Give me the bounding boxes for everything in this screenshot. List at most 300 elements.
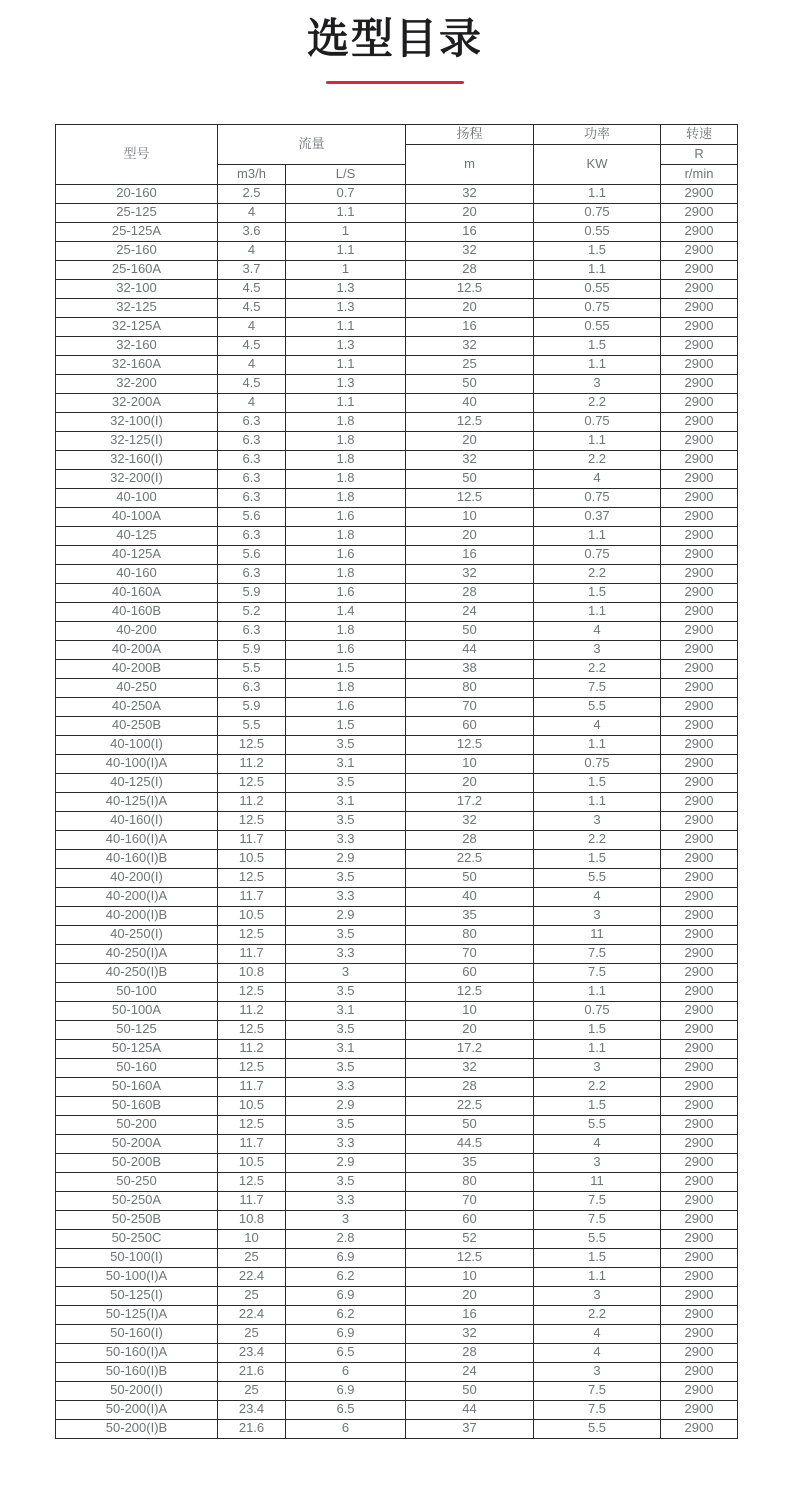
table-cell: 50 (406, 469, 534, 488)
table-cell: 3 (534, 906, 661, 925)
table-cell: 3.3 (286, 1077, 406, 1096)
table-cell: 2900 (661, 374, 738, 393)
title-divider (326, 81, 464, 84)
table-cell: 2.2 (534, 659, 661, 678)
table-row (56, 925, 738, 944)
table-cell: 2900 (661, 1172, 738, 1191)
table-cell: 2900 (661, 1058, 738, 1077)
table-cell: 2900 (661, 1305, 738, 1324)
table-cell: 2900 (661, 412, 738, 431)
table-cell: 2900 (661, 317, 738, 336)
table-cell: 40-200B (56, 659, 218, 678)
table-cell: 2900 (661, 735, 738, 754)
header-flow: 流量 (218, 124, 406, 164)
table-cell: 2.2 (534, 450, 661, 469)
table-cell: 32 (406, 811, 534, 830)
table-cell: 7.5 (534, 944, 661, 963)
table-cell: 50-125A (56, 1039, 218, 1058)
table-cell: 2900 (661, 811, 738, 830)
table-cell: 10 (218, 1229, 286, 1248)
table-cell: 32-160(I) (56, 450, 218, 469)
table-cell: 44.5 (406, 1134, 534, 1153)
table-cell: 2900 (661, 925, 738, 944)
table-cell: 50-250A (56, 1191, 218, 1210)
table-cell: 32-160A (56, 355, 218, 374)
table-cell: 3.5 (286, 1020, 406, 1039)
table-cell: 5.2 (218, 602, 286, 621)
table-cell: 5.5 (534, 1419, 661, 1438)
table-cell: 32 (406, 564, 534, 583)
selection-table-container (55, 124, 790, 1439)
table-cell: 6.3 (218, 488, 286, 507)
table-cell: 40-125(I) (56, 773, 218, 792)
table-cell: 50-250B (56, 1210, 218, 1229)
table-cell: 11.2 (218, 1001, 286, 1020)
table-row (56, 1419, 738, 1438)
table-row (56, 1077, 738, 1096)
table-cell: 25 (218, 1286, 286, 1305)
table-row (56, 849, 738, 868)
table-cell: 40-250(I)A (56, 944, 218, 963)
table-cell: 50-125(I)A (56, 1305, 218, 1324)
table-cell: 12.5 (406, 488, 534, 507)
table-cell: 12.5 (218, 811, 286, 830)
table-cell: 6.2 (286, 1267, 406, 1286)
table-cell: 44 (406, 1400, 534, 1419)
table-cell: 0.55 (534, 279, 661, 298)
table-cell: 2900 (661, 1134, 738, 1153)
table-cell: 10 (406, 754, 534, 773)
table-cell: 10.5 (218, 1153, 286, 1172)
table-cell: 1.5 (534, 336, 661, 355)
table-cell: 6.3 (218, 678, 286, 697)
table-cell: 32 (406, 1324, 534, 1343)
table-cell: 2900 (661, 260, 738, 279)
table-cell: 1.8 (286, 488, 406, 507)
table-cell: 0.55 (534, 317, 661, 336)
table-cell: 1.6 (286, 507, 406, 526)
table-cell: 4.5 (218, 374, 286, 393)
table-cell: 2900 (661, 469, 738, 488)
table-cell: 3.5 (286, 868, 406, 887)
table-cell: 2900 (661, 203, 738, 222)
table-cell: 2900 (661, 431, 738, 450)
table-cell: 3 (534, 374, 661, 393)
table-cell: 16 (406, 545, 534, 564)
table-cell: 1.5 (534, 1096, 661, 1115)
table-cell: 3 (534, 1286, 661, 1305)
table-row (56, 564, 738, 583)
table-cell: 40-200A (56, 640, 218, 659)
table-body (56, 184, 738, 1438)
table-cell: 40-160(I)B (56, 849, 218, 868)
table-cell: 0.55 (534, 222, 661, 241)
table-cell: 6.2 (286, 1305, 406, 1324)
table-cell: 0.75 (534, 545, 661, 564)
table-cell: 4 (218, 241, 286, 260)
table-cell: 1.3 (286, 279, 406, 298)
table-cell: 22.5 (406, 849, 534, 868)
table-cell: 50-100(I)A (56, 1267, 218, 1286)
table-cell: 1.8 (286, 431, 406, 450)
table-cell: 2900 (661, 773, 738, 792)
table-cell: 0.75 (534, 754, 661, 773)
table-cell: 1.1 (286, 203, 406, 222)
table-cell: 40-160B (56, 602, 218, 621)
header-speed-unit-rmin: r/min (661, 164, 738, 184)
table-cell: 28 (406, 830, 534, 849)
table-cell: 50-160(I)A (56, 1343, 218, 1362)
table-cell: 22.5 (406, 1096, 534, 1115)
table-row (56, 773, 738, 792)
table-cell: 2900 (661, 1400, 738, 1419)
table-cell: 12.5 (218, 773, 286, 792)
table-cell: 2900 (661, 222, 738, 241)
header-speed: 转速 (661, 124, 738, 144)
table-cell: 3 (534, 811, 661, 830)
table-cell: 32 (406, 336, 534, 355)
table-cell: 1.8 (286, 564, 406, 583)
table-cell: 32-125A (56, 317, 218, 336)
table-cell: 50-250C (56, 1229, 218, 1248)
table-cell: 1.6 (286, 697, 406, 716)
table-cell: 2900 (661, 849, 738, 868)
table-cell: 2900 (661, 507, 738, 526)
table-cell: 1.5 (286, 716, 406, 735)
table-cell: 25 (406, 355, 534, 374)
table-cell: 50-200(I)A (56, 1400, 218, 1419)
table-cell: 5.5 (534, 1115, 661, 1134)
table-cell: 40 (406, 887, 534, 906)
table-cell: 6.3 (218, 450, 286, 469)
table-row (56, 1191, 738, 1210)
table-row (56, 545, 738, 564)
table-cell: 2900 (661, 963, 738, 982)
table-cell: 2900 (661, 1001, 738, 1020)
table-cell: 6.9 (286, 1286, 406, 1305)
table-cell: 50-250 (56, 1172, 218, 1191)
table-cell: 2900 (661, 887, 738, 906)
table-row (56, 1153, 738, 1172)
table-row (56, 298, 738, 317)
table-cell: 50-160(I) (56, 1324, 218, 1343)
table-cell: 12.5 (218, 735, 286, 754)
table-cell: 2900 (661, 336, 738, 355)
table-row (56, 811, 738, 830)
table-cell: 40-160(I)A (56, 830, 218, 849)
table-cell: 40-100(I)A (56, 754, 218, 773)
table-cell: 4 (534, 716, 661, 735)
table-row (56, 1400, 738, 1419)
table-cell: 7.5 (534, 1381, 661, 1400)
table-row (56, 906, 738, 925)
table-cell: 5.5 (218, 716, 286, 735)
table-cell: 50-200(I)B (56, 1419, 218, 1438)
table-cell: 1.1 (534, 602, 661, 621)
table-cell: 3.5 (286, 1115, 406, 1134)
table-row (56, 868, 738, 887)
table-cell: 32 (406, 450, 534, 469)
table-cell: 50-200(I) (56, 1381, 218, 1400)
table-cell: 10 (406, 1267, 534, 1286)
table-cell: 11.7 (218, 830, 286, 849)
table-cell: 38 (406, 659, 534, 678)
table-cell: 12.5 (218, 868, 286, 887)
table-cell: 50-100 (56, 982, 218, 1001)
table-cell: 2.5 (218, 184, 286, 203)
table-cell: 25-125A (56, 222, 218, 241)
table-cell: 21.6 (218, 1419, 286, 1438)
table-cell: 12.5 (218, 1115, 286, 1134)
table-row (56, 279, 738, 298)
table-cell: 4 (218, 355, 286, 374)
table-cell: 2.2 (534, 830, 661, 849)
table-cell: 22.4 (218, 1267, 286, 1286)
table-cell: 4 (534, 887, 661, 906)
table-cell: 5.9 (218, 640, 286, 659)
table-cell: 12.5 (406, 735, 534, 754)
table-cell: 12.5 (406, 412, 534, 431)
table-cell: 2900 (661, 564, 738, 583)
table-row (56, 203, 738, 222)
table-cell: 50 (406, 1115, 534, 1134)
table-cell: 1 (286, 260, 406, 279)
table-cell: 80 (406, 925, 534, 944)
table-cell: 22.4 (218, 1305, 286, 1324)
table-row (56, 735, 738, 754)
table-cell: 28 (406, 583, 534, 602)
table-cell: 2900 (661, 1381, 738, 1400)
table-cell: 1.8 (286, 621, 406, 640)
table-cell: 40-250B (56, 716, 218, 735)
table-row (56, 488, 738, 507)
table-cell: 3.5 (286, 1172, 406, 1191)
table-cell: 50-100(I) (56, 1248, 218, 1267)
table-cell: 12.5 (406, 279, 534, 298)
table-cell: 3 (286, 1210, 406, 1229)
table-cell: 50-100A (56, 1001, 218, 1020)
table-cell: 70 (406, 1191, 534, 1210)
table-cell: 1.1 (534, 355, 661, 374)
table-row (56, 1001, 738, 1020)
table-cell: 0.7 (286, 184, 406, 203)
table-cell: 40-250 (56, 678, 218, 697)
table-cell: 12.5 (406, 982, 534, 1001)
table-cell: 4.5 (218, 336, 286, 355)
table-cell: 3.7 (218, 260, 286, 279)
table-cell: 4.5 (218, 298, 286, 317)
table-cell: 2.2 (534, 393, 661, 412)
table-row (56, 336, 738, 355)
table-cell: 2900 (661, 1191, 738, 1210)
table-row (56, 963, 738, 982)
table-cell: 2900 (661, 792, 738, 811)
table-cell: 2900 (661, 754, 738, 773)
table-row (56, 754, 738, 773)
table-row (56, 830, 738, 849)
table-row (56, 507, 738, 526)
table-cell: 20 (406, 526, 534, 545)
table-cell: 3.1 (286, 754, 406, 773)
table-cell: 2900 (661, 830, 738, 849)
table-row (56, 374, 738, 393)
table-cell: 11.7 (218, 1077, 286, 1096)
table-cell: 0.75 (534, 1001, 661, 1020)
table-cell: 2900 (661, 1096, 738, 1115)
table-cell: 11 (534, 925, 661, 944)
table-cell: 40-250A (56, 697, 218, 716)
table-cell: 4 (218, 393, 286, 412)
table-cell: 0.75 (534, 203, 661, 222)
table-row (56, 1324, 738, 1343)
table-cell: 28 (406, 1343, 534, 1362)
table-cell: 7.5 (534, 678, 661, 697)
table-cell: 32-125(I) (56, 431, 218, 450)
table-cell: 10 (406, 1001, 534, 1020)
table-cell: 2900 (661, 298, 738, 317)
table-cell: 50-160A (56, 1077, 218, 1096)
table-row (56, 1020, 738, 1039)
table-cell: 32-100(I) (56, 412, 218, 431)
table-cell: 25 (218, 1248, 286, 1267)
table-cell: 50-200B (56, 1153, 218, 1172)
table-cell: 2900 (661, 944, 738, 963)
table-cell: 40-100(I) (56, 735, 218, 754)
table-cell: 60 (406, 963, 534, 982)
table-row (56, 678, 738, 697)
table-cell: 35 (406, 1153, 534, 1172)
table-cell: 1.8 (286, 469, 406, 488)
table-cell: 5.9 (218, 697, 286, 716)
table-row (56, 1210, 738, 1229)
table-cell: 1.3 (286, 298, 406, 317)
table-cell: 1.5 (534, 773, 661, 792)
table-cell: 50-200A (56, 1134, 218, 1153)
table-cell: 60 (406, 1210, 534, 1229)
header-power: 功率 (534, 124, 661, 144)
table-cell: 20 (406, 298, 534, 317)
table-cell: 50 (406, 374, 534, 393)
table-cell: 20 (406, 1020, 534, 1039)
table-cell: 5.6 (218, 545, 286, 564)
table-cell: 1.1 (286, 393, 406, 412)
table-cell: 40-200(I)A (56, 887, 218, 906)
table-cell: 1.1 (534, 526, 661, 545)
table-cell: 2900 (661, 659, 738, 678)
table-cell: 2900 (661, 1362, 738, 1381)
table-cell: 40-250(I)B (56, 963, 218, 982)
table-cell: 2900 (661, 1248, 738, 1267)
table-cell: 2.2 (534, 1077, 661, 1096)
header-head: 扬程 (406, 124, 534, 144)
table-cell: 2900 (661, 488, 738, 507)
table-cell: 50-160B (56, 1096, 218, 1115)
table-row (56, 412, 738, 431)
table-row (56, 640, 738, 659)
table-cell: 3.5 (286, 735, 406, 754)
table-row (56, 792, 738, 811)
table-cell: 1.4 (286, 602, 406, 621)
table-cell: 32-200A (56, 393, 218, 412)
table-cell: 0.75 (534, 488, 661, 507)
table-cell: 10.8 (218, 963, 286, 982)
table-cell: 12.5 (218, 1058, 286, 1077)
table-cell: 1.1 (286, 317, 406, 336)
table-cell: 50-125(I) (56, 1286, 218, 1305)
table-cell: 2900 (661, 184, 738, 203)
table-cell: 10.8 (218, 1210, 286, 1229)
table-cell: 23.4 (218, 1343, 286, 1362)
table-cell: 40-200(I)B (56, 906, 218, 925)
table-cell: 2900 (661, 241, 738, 260)
table-row (56, 1096, 738, 1115)
table-cell: 37 (406, 1419, 534, 1438)
table-cell: 2.9 (286, 906, 406, 925)
table-cell: 2900 (661, 982, 738, 1001)
table-cell: 2900 (661, 1229, 738, 1248)
table-cell: 52 (406, 1229, 534, 1248)
table-cell: 7.5 (534, 963, 661, 982)
table-row (56, 355, 738, 374)
table-cell: 24 (406, 602, 534, 621)
table-cell: 6.9 (286, 1248, 406, 1267)
table-cell: 2900 (661, 450, 738, 469)
table-cell: 40-160A (56, 583, 218, 602)
table-cell: 32-200(I) (56, 469, 218, 488)
header-head-unit: m (406, 144, 534, 184)
table-row (56, 450, 738, 469)
table-cell: 60 (406, 716, 534, 735)
page-title: 选型目录 (306, 15, 483, 62)
table-cell: 80 (406, 1172, 534, 1191)
table-cell: 12.5 (218, 925, 286, 944)
table-cell: 2.8 (286, 1229, 406, 1248)
table-cell: 3.5 (286, 1058, 406, 1077)
table-row (56, 431, 738, 450)
table-row (56, 184, 738, 203)
table-row (56, 317, 738, 336)
table-row (56, 1362, 738, 1381)
table-cell: 1 (286, 222, 406, 241)
table-cell: 3.3 (286, 944, 406, 963)
table-cell: 5.9 (218, 583, 286, 602)
table-cell: 16 (406, 317, 534, 336)
table-cell: 1.1 (286, 241, 406, 260)
table-cell: 3.1 (286, 1001, 406, 1020)
table-cell: 6.3 (218, 469, 286, 488)
table-cell: 3 (286, 963, 406, 982)
table-cell: 1.5 (534, 1020, 661, 1039)
table-cell: 70 (406, 697, 534, 716)
table-cell: 5.5 (534, 697, 661, 716)
table-cell: 7.5 (534, 1191, 661, 1210)
table-cell: 7.5 (534, 1210, 661, 1229)
table-cell: 6.3 (218, 431, 286, 450)
table-cell: 20-160 (56, 184, 218, 203)
table-cell: 12.5 (218, 1172, 286, 1191)
table-cell: 5.6 (218, 507, 286, 526)
table-row (56, 1115, 738, 1134)
table-cell: 1.1 (534, 431, 661, 450)
table-cell: 24 (406, 1362, 534, 1381)
table-cell: 1.1 (534, 735, 661, 754)
table-cell: 5.5 (534, 1229, 661, 1248)
table-cell: 3 (534, 1362, 661, 1381)
table-row (56, 1229, 738, 1248)
table-cell: 3.6 (218, 222, 286, 241)
table-cell: 1.1 (286, 355, 406, 374)
table-cell: 2900 (661, 1210, 738, 1229)
